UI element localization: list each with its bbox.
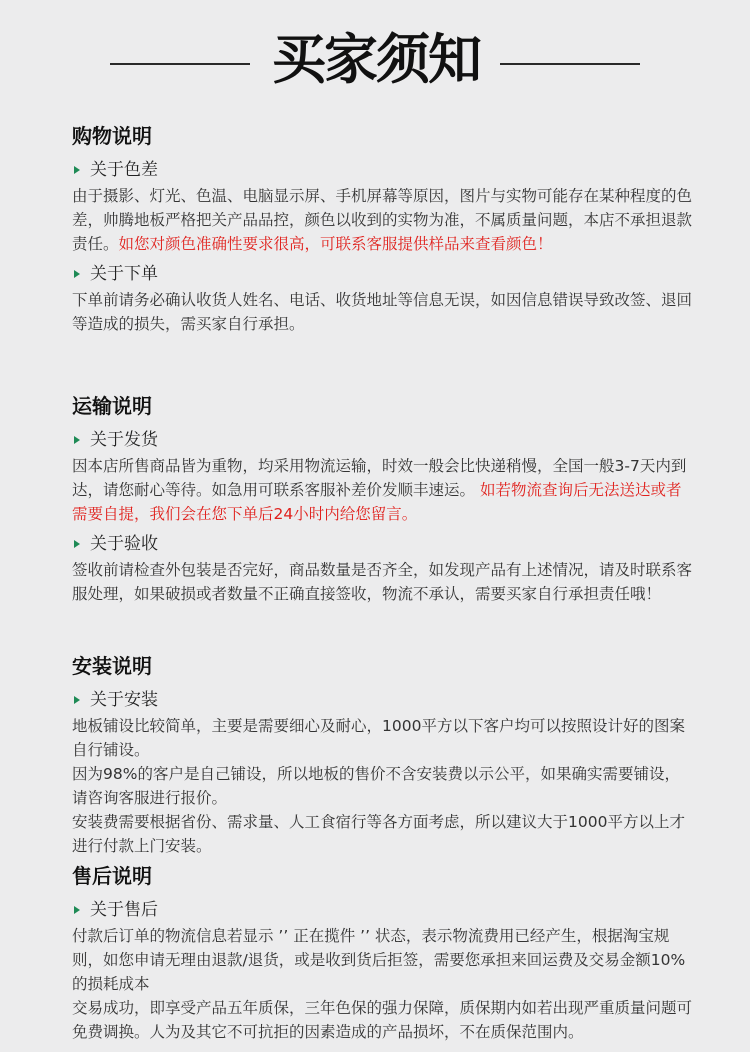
triangle-bullet-icon <box>74 906 80 914</box>
title-divider-left <box>110 63 250 65</box>
section-title: 购物说明 <box>72 124 152 148</box>
paragraph: 因为98%的客户是自己铺设，所以地板的售价不含安装费以示公平，如果确实需要铺设，请咨询客服进行报价。 <box>72 765 680 807</box>
highlight-text: 如您对颜色准确性要求很高，可联系客服提供样品来查看颜色！ <box>118 235 553 253</box>
section-shopping <box>72 122 722 342</box>
subsection-label: 关于验收 <box>90 534 158 554</box>
triangle-bullet-icon <box>74 696 80 704</box>
paragraph <box>72 184 692 256</box>
section-title: 运输说明 <box>72 394 152 418</box>
subsection-label: 关于色差 <box>90 160 158 180</box>
subsection-title <box>72 688 722 712</box>
paragraph: 交易成功，即享受产品五年质保，三年色保的强力保障，质保期内如若出现严重质量问题可免费调换。人为及其它不可抗拒的因素造成的产品损坏，不在质保范围内。 <box>72 999 693 1041</box>
triangle-bullet-icon <box>74 166 80 174</box>
subsection-label: 关于下单 <box>90 264 158 284</box>
section-shipping <box>72 392 722 612</box>
subsection-title <box>72 428 722 452</box>
triangle-bullet-icon <box>74 436 80 444</box>
subsection-label: 关于售后 <box>90 900 158 920</box>
header <box>0 22 750 102</box>
section-install <box>72 652 722 858</box>
paragraph: 下单前请务必确认收货人姓名、电话、收货地址等信息无误，如因信息错误导致改签、退回等造成的损失，需买家自行承担。 <box>72 291 693 333</box>
paragraph: 签收前请检查外包装是否完好，商品数量是否齐全，如发现产品有上述情况，请及时联系客服处理，如果破损或者数量不正确直接签收，物流不承认，需要买家自行承担责任哦！ <box>72 561 693 603</box>
subsection-title <box>72 262 722 286</box>
triangle-bullet-icon <box>74 270 80 278</box>
paragraph-text: 因本店所售商品皆为重物，均采用物流运输，时效一般会比快递稍慢，全国一般3-7天内到达，请您耐心等待。如急用可联系客服补差价发顺丰速运。 <box>72 457 687 499</box>
subsection-label: 关于安装 <box>90 690 158 710</box>
paragraph: 付款后订单的物流信息若显示 ’’ 正在揽件 ’’ 状态，表示物流费用已经产生，根据淘宝规则，如您申请无理由退款/退货，或是收到货后拒签，需要您承担来回运费及交易金额10%的损耗成本 <box>72 927 686 993</box>
highlight-text: 如若物流查询后无法送达或者需要自提，我们会在您下单后24小时内给您留言。 <box>72 481 682 523</box>
section-title: 安装说明 <box>72 654 152 678</box>
paragraph: 地板铺设比较简单，主要是需要细心及耐心，1000平方以下客户均可以按照设计好的图案自行铺设。 <box>72 717 685 759</box>
paragraph <box>72 454 692 526</box>
title-divider-right <box>500 63 640 65</box>
paragraph: 安装费需要根据省份、需求量、人工食宿行等各方面考虑，所以建议大于1000平方以上才进行付款上门安装。 <box>72 813 685 855</box>
section-title: 售后说明 <box>72 864 152 888</box>
paragraph-text: 由于摄影、灯光、色温、电脑显示屏、手机屏幕等原因，图片与实物可能存在某种程度的色差，帅腾地板严格把关产品品控，颜色以收到的实物为准，不属质量问题，本店不承担退款责任。 <box>72 187 693 253</box>
page-title: 买家须知 <box>272 28 480 91</box>
subsection-label: 关于发货 <box>90 430 158 450</box>
subsection-title <box>72 158 722 182</box>
section-after-sales <box>72 862 722 1044</box>
triangle-bullet-icon <box>74 540 80 548</box>
subsection-title <box>72 898 722 922</box>
subsection-title <box>72 532 722 556</box>
